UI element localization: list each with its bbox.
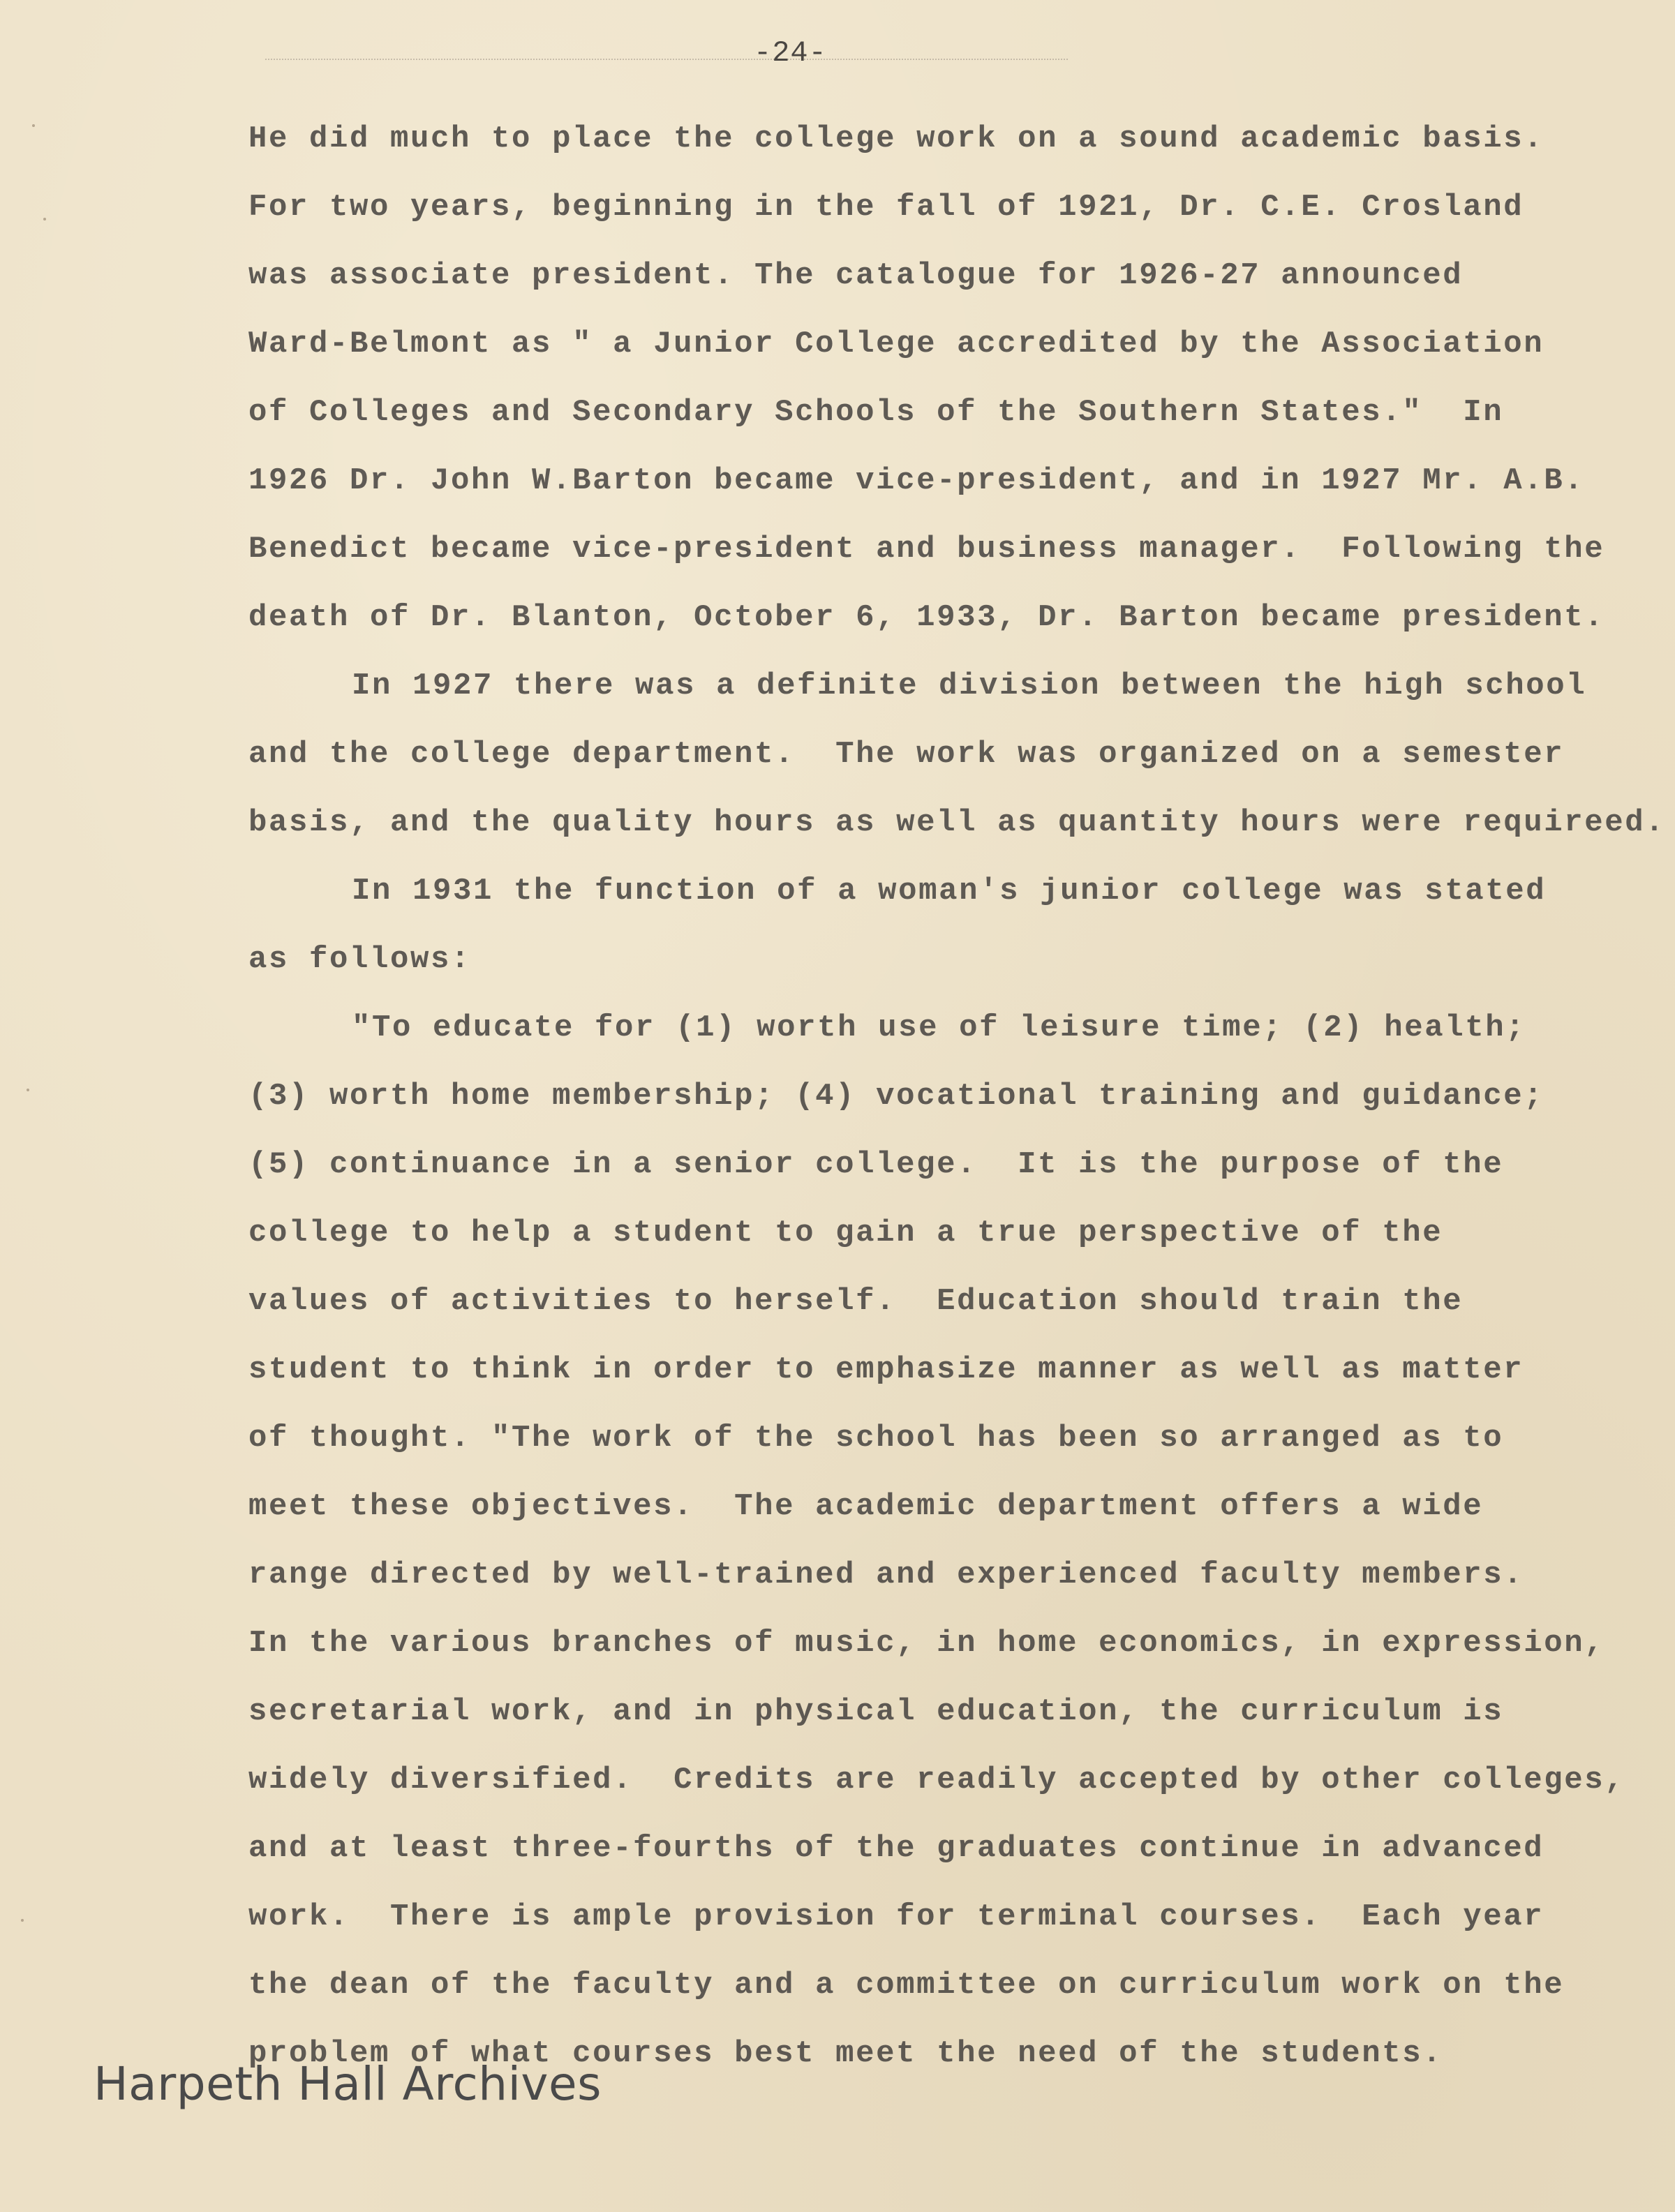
typed-text-body — [248, 105, 1666, 2088]
text-line: death of Dr. Blanton, October 6, 1933, Dr. Barton became president. — [248, 600, 1605, 635]
margin-mark — [21, 1919, 24, 1922]
top-margin-specks — [265, 59, 1068, 63]
text-line: range directed by well-trained and experienced faculty members. — [248, 1557, 1524, 1592]
text-line: (5) continuance in a senior college. It is the purpose of the — [248, 1147, 1504, 1182]
text-line: widely diversified. Credits are readily accepted by other colleges, — [248, 1763, 1625, 1798]
text-line: (3) worth home membership; (4) vocational training and guidance; — [248, 1079, 1544, 1114]
text-line: and at least three-fourths of the graduates continue in advanced — [248, 1831, 1544, 1866]
text-line: In the various branches of music, in home economics, in expression, — [248, 1626, 1605, 1661]
text-line: "To educate for (1) worth use of leisure time; (2) health; — [352, 1010, 1526, 1045]
margin-mark — [27, 1089, 29, 1091]
text-line: of Colleges and Secondary Schools of the Southern States." In — [248, 395, 1504, 430]
text-line: work. There is ample provision for terminal courses. Each year — [248, 1899, 1544, 1934]
margin-mark — [32, 124, 35, 127]
archive-watermark: Harpeth Hall Archives — [94, 2057, 602, 2111]
text-line: and the college department. The work was organized on a semester — [248, 737, 1565, 772]
text-line: as follows: — [248, 942, 472, 977]
text-line: problem of what courses best meet the need of the students. — [248, 2036, 1443, 2071]
text-line: 1926 Dr. John W.Barton became vice-president, and in 1927 Mr. A.B. — [248, 463, 1585, 498]
text-line: Ward-Belmont as " a Junior College accredited by the Association — [248, 327, 1544, 361]
text-line: was associate president. The catalogue for 1926-27 announced — [248, 258, 1464, 293]
text-line: of thought. "The work of the school has been so arranged as to — [248, 1421, 1504, 1456]
text-line: basis, and the quality hours as well as quantity hours were requireed. — [248, 805, 1666, 840]
text-line: He did much to place the college work on a sound academic basis. — [248, 121, 1544, 156]
text-line: values of activities to herself. Education should train the — [248, 1284, 1464, 1319]
text-line: secretarial work, and in physical education, the curriculum is — [248, 1694, 1504, 1729]
page-number: -24- — [754, 36, 827, 70]
margin-mark — [43, 218, 46, 221]
text-line: In 1927 there was a definite division between the high school — [352, 668, 1587, 703]
text-line: the dean of the faculty and a committee on curriculum work on the — [248, 1968, 1565, 2003]
text-line: For two years, beginning in the fall of 1921, Dr. C.E. Crosland — [248, 190, 1524, 225]
text-line: college to help a student to gain a true perspective of the — [248, 1216, 1443, 1250]
text-line: In 1931 the function of a woman's junior college was stated — [352, 874, 1547, 909]
text-line: meet these objectives. The academic department offers a wide — [248, 1489, 1484, 1524]
text-line: Benedict became vice-president and business manager. Following the — [248, 532, 1605, 567]
text-line: student to think in order to emphasize manner as well as matter — [248, 1352, 1524, 1387]
